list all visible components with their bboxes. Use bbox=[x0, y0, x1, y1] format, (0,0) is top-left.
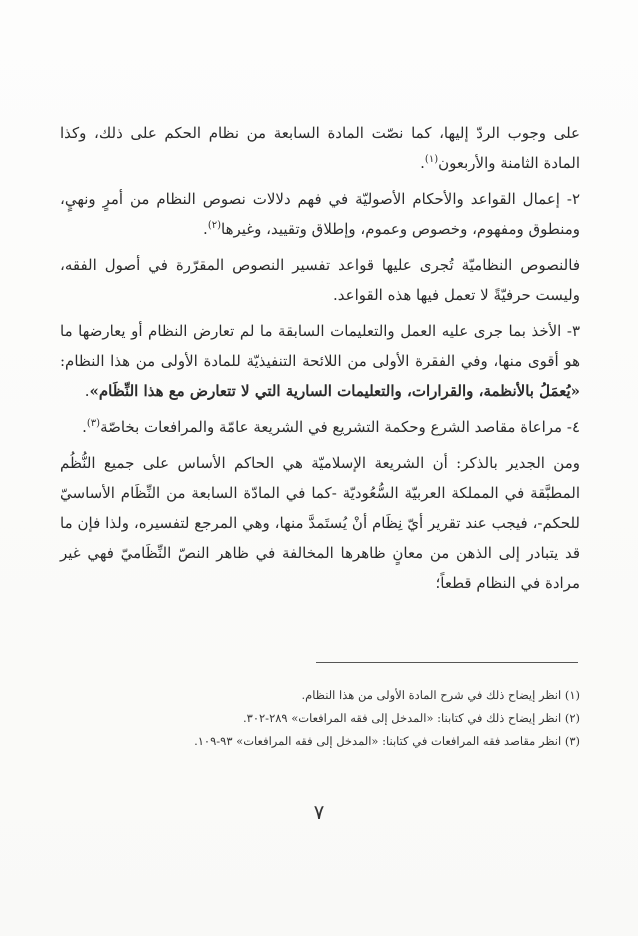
paragraph-5-text: ٤- مراعاة مقاصد الشرع وحكمة التشريع في الشريعة عامّة والمرافعات بخاصّة bbox=[100, 418, 580, 436]
footnote-divider bbox=[316, 662, 578, 663]
paragraph-4-end: . bbox=[84, 382, 90, 400]
regulation-quote: «يُعمَلُ بالأنظمة، والقرارات، والتعليمات السارية التي لا تتعارض مع هذا النِّظَام» bbox=[89, 382, 580, 400]
footnote-2: (٢) انظر إيضاح ذلك في كتابنا: «المدخل إلى فقه المرافعات» ٢٨٩-٣٠٢. bbox=[242, 711, 580, 725]
paragraph-1-text: على وجوب الردّ إليها، كما نصّت المادة السابعة من نظام الحكم على ذلك، وكذا المادة الثامنة والأربعون bbox=[60, 124, 580, 172]
footnote-3: (٣) انظر مقاصد فقه المرافعات في كتابنا: «المدخل إلى فقه المرافعات» ٩٣-١٠٩. bbox=[194, 734, 580, 748]
paragraph-2 bbox=[60, 184, 580, 244]
paragraph-4-text: ٣- الأخذ بما جرى عليه العمل والتعليمات السابقة ما لم تعارض النظام أو يعارضها ما هو أقوى منها، وفي الفقرة الأولى من اللائحة التنفيذيّة للمادة الأولى من هذا النظام: bbox=[60, 322, 580, 370]
footnote-ref-1: (١) bbox=[424, 154, 439, 165]
footnote-ref-2: (٢) bbox=[207, 220, 221, 231]
paragraph-3 bbox=[60, 250, 580, 310]
paragraph-5-end: . bbox=[82, 418, 87, 436]
footnote-1: (١) انظر إيضاح ذلك في شرح المادة الأولى من هذا النظام. bbox=[301, 688, 580, 702]
paragraph-2-text: ٢- إعمال القواعد والأحكام الأصوليّة في فهم دلالات نصوص النظام من أمرٍ ونهيٍ، ومنطوق ومفهوم، وخصوص وعموم، وإطلاق وتقييد، وغيرها bbox=[60, 190, 580, 238]
footnote-ref-3: (٣) bbox=[86, 418, 101, 429]
paragraph-6-text: ومن الجدير بالذكر: أن الشريعة الإسلاميّة هي الحاكم الأساس على جميع النُّظُم المطبَّقة في المملكة العربيّة السُّعُوديّة -كما في المادّة السابعة من النِّظَام الأساسيّ للحكم-، فيجب عند تقرير أيّ نِظَام أنْ يُستَمدَّ منها، وهي المرجع لتفسيره، ولذا فإن ما قد يتبادر إلى الذهن من معانٍ ظاهرها المخالفة في ظاهر النصّ النِّظَاميّ فهي غير مرادة في النظام قطعاً؛ bbox=[60, 454, 580, 592]
paragraph-3-text: فالنصوص النظاميّة تُجرى عليها قواعد تفسير النصوص المقرّرة في أصول الفقه، وليست حرفيّةً لا تعمل فيها هذه القواعد. bbox=[60, 256, 580, 304]
paragraph-6 bbox=[60, 448, 580, 598]
page-number: ٧ bbox=[313, 800, 325, 824]
paragraph-2-end: . bbox=[203, 220, 208, 238]
main-text bbox=[60, 118, 580, 604]
paragraph-5 bbox=[60, 412, 580, 442]
footnotes bbox=[60, 684, 580, 753]
paragraph-1 bbox=[60, 118, 580, 178]
paragraph-1-end: . bbox=[420, 154, 425, 172]
paragraph-4 bbox=[60, 316, 580, 406]
